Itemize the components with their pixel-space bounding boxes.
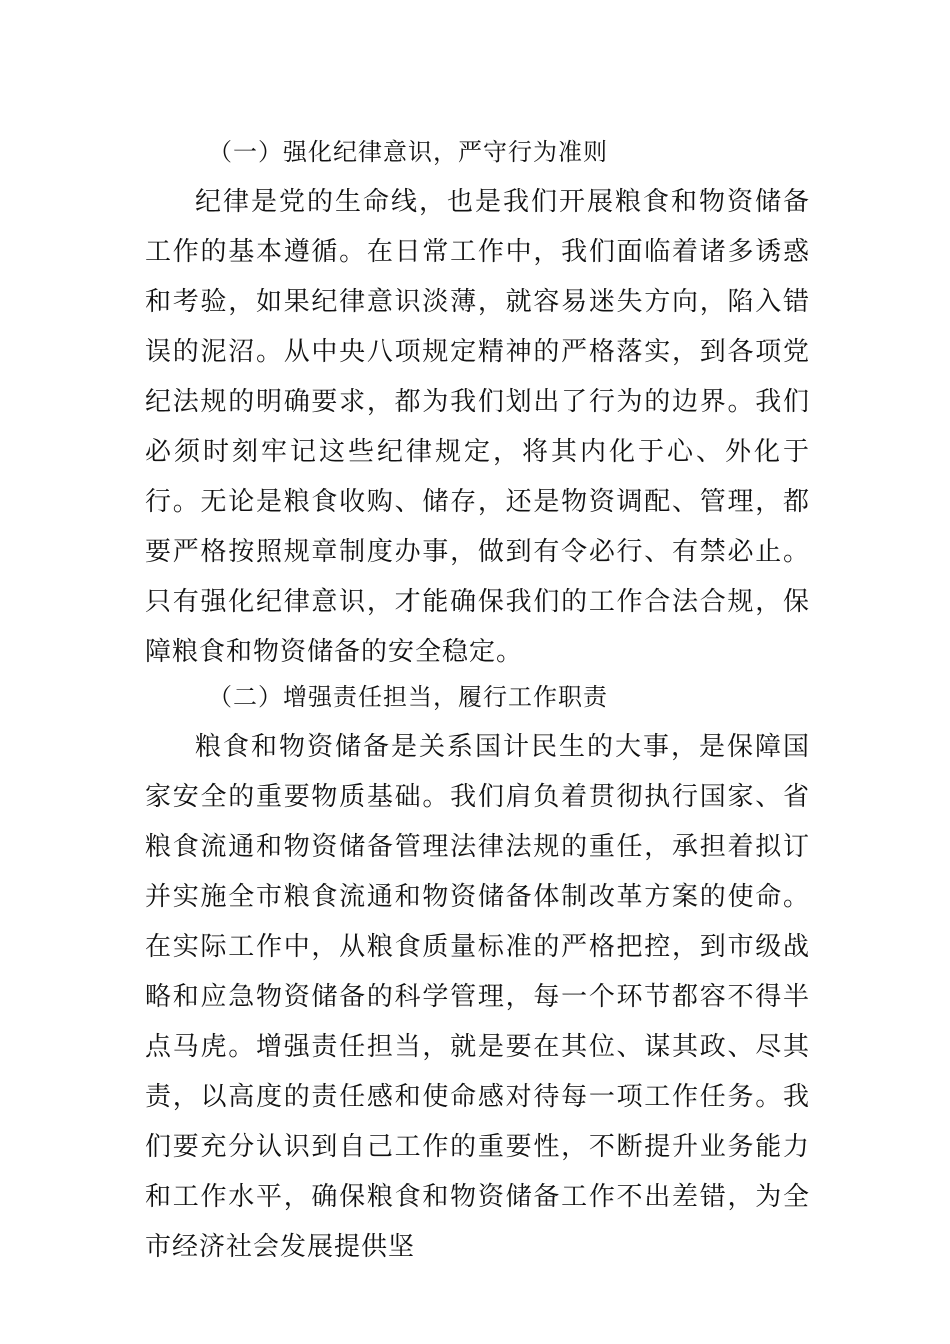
section1-heading: （一）强化纪律意识，严守行为准则 — [208, 138, 608, 166]
section2-paragraph: 粮食和物资储备是关系国计民生的大事，是保障国家安全的重要物质基础。我们肩负着贯彻执行国家、省粮食流通和物资储备管理法律法规的重任，承担着拟订并实施全市粮食流通和物资储备体制改革方案的使命。在实际工作中，从粮食质量标准的严格把控，到市级战略和应急物资储备的科学管理，每一个环节都容不得半点马虎。增强责任担当，就是要在其位、谋其政、尽其责，以高度的责任感和使命感对待每一项工作任务。我们要充分认识到自己工作的重要性，不断提升业务能力和工作水平，确保粮食和物资储备工作不出差错，为全市经济社会发展提供坚 — [145, 732, 810, 1262]
section2-heading: （二）增强责任担当，履行工作职责 — [208, 683, 608, 711]
section1-paragraph: 纪律是党的生命线，也是我们开展粮食和物资储备工作的基本遵循。在日常工作中，我们面临着诸多诱惑和考验，如果纪律意识淡薄，就容易迷失方向，陷入错误的泥沼。从中央八项规定精神的严格落实，到各项党纪法规的明确要求，都为我们划出了行为的边界。我们必须时刻牢记这些纪律规定，将其内化于心、外化于行。无论是粮食收购、储存，还是物资调配、管理，都要严格按照规章制度办事，做到有令必行、有禁必止。只有强化纪律意识，才能确保我们的工作合法合规，保障粮食和物资储备的安全稳定。 — [145, 187, 810, 667]
